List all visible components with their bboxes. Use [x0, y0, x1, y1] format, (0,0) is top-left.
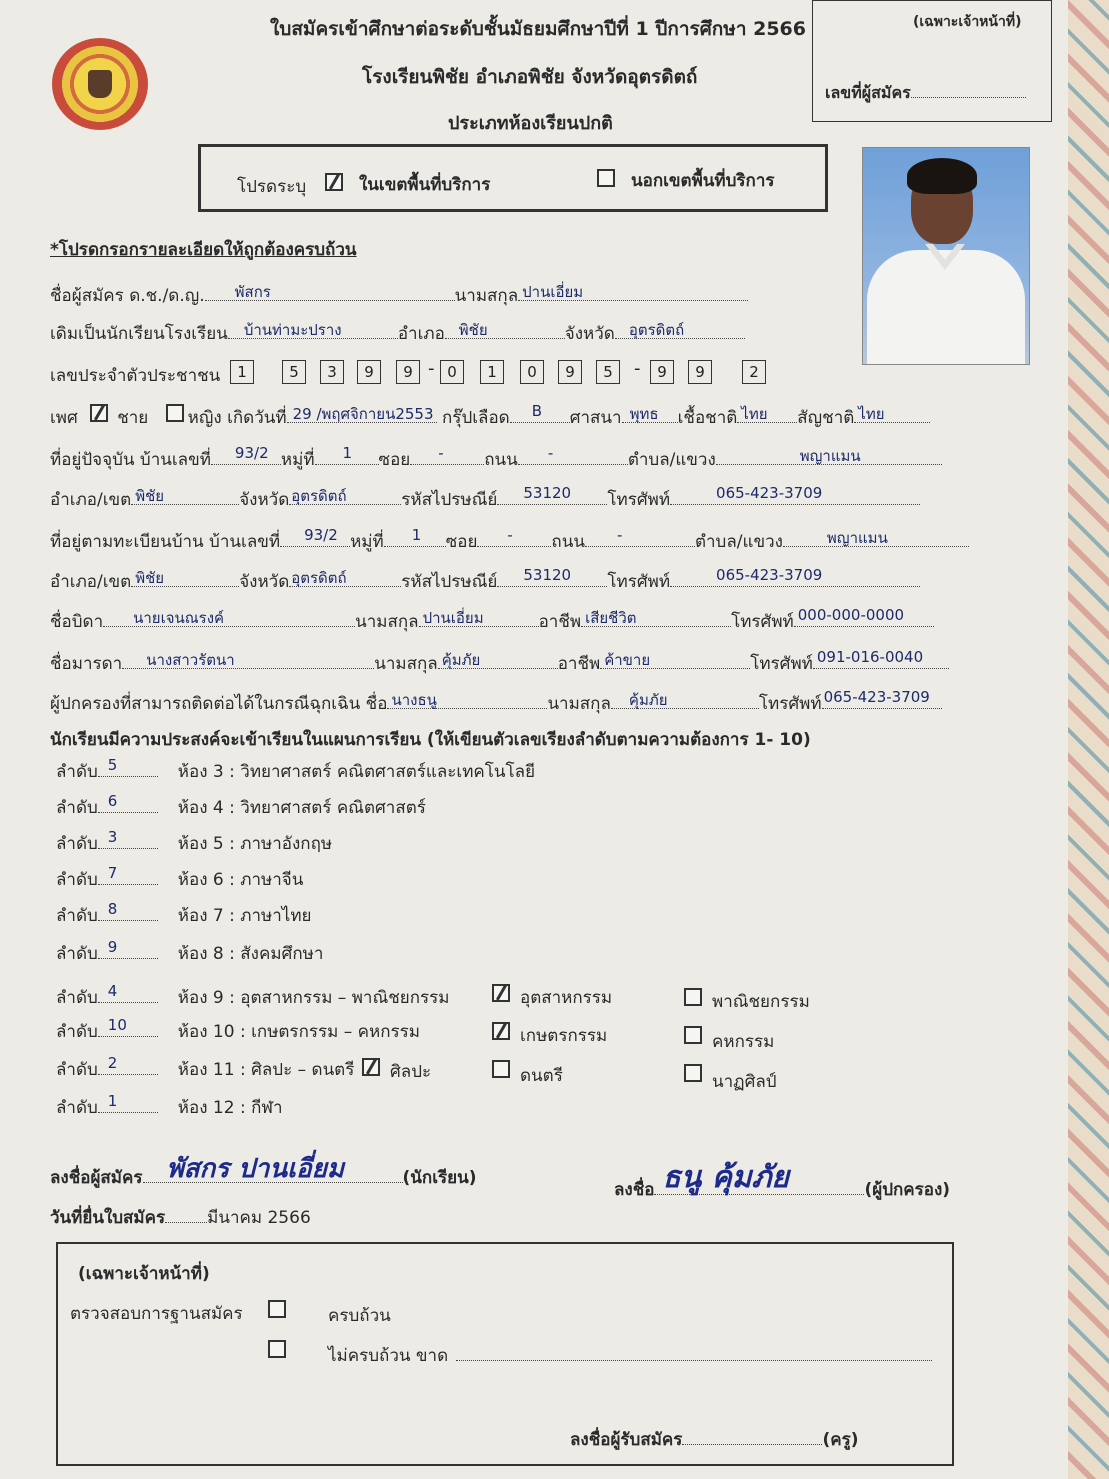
- id-digit: 9: [650, 360, 674, 384]
- service-area-box: โปรดระบุ ในเขตพื้นที่บริการ นอกเขตพื้นที่บริการ: [198, 144, 828, 212]
- applicant-no-label: เลขที่ผู้สมัคร: [825, 81, 1026, 106]
- male-checkbox[interactable]: [90, 404, 108, 422]
- plan-row: ลำดับ 4 ห้อง 9 : อุตสาหกรรม – พาณิชยกรรม: [56, 982, 450, 1008]
- id-dash: -: [428, 358, 435, 379]
- home-ec-checkbox[interactable]: [684, 1026, 702, 1044]
- prev-school-row: เดิมเป็นนักเรียนโรงเรียน บ้านท่ามะปราง อำเภอ พิชัย จังหวัด อุตรดิตถ์: [50, 320, 745, 347]
- office-number-box: (เฉพาะเจ้าหน้าที่) เลขที่ผู้สมัคร: [812, 0, 1052, 122]
- id-card-label: เลขประจำตัวประชาชน: [50, 366, 221, 386]
- plan-row: ลำดับ 1 ห้อง 12 : กีฬา: [56, 1092, 283, 1118]
- school-name: โรงเรียนพิชัย อำเภอพิชัย จังหวัดอุตรดิตถ์: [362, 66, 698, 88]
- plan-row: ลำดับ 6 ห้อง 4 : วิทยาศาสตร์ คณิตศาสตร์: [56, 792, 426, 818]
- table-cloth-background: [1068, 0, 1109, 1479]
- plan-order-value: 9: [107, 938, 118, 956]
- plan-order-value: 5: [107, 756, 118, 774]
- id-digit: 0: [520, 360, 544, 384]
- id-digit: 5: [282, 360, 306, 384]
- plan-order-value: 8: [107, 900, 118, 918]
- plan-order-value: 10: [107, 1016, 127, 1034]
- id-digit: 3: [320, 360, 344, 384]
- current-address-row: ที่อยู่ปัจจุบัน บ้านเลขที่ 93/2 หมู่ที่ 1 ซอย - ถนน - ตำบล/แขวง พญาแมน: [50, 446, 942, 473]
- plan-room-label: ห้อง 5 : ภาษาอังกฤษ: [177, 834, 333, 854]
- id-digit: 2: [742, 360, 766, 384]
- in-area-checkbox[interactable]: [325, 173, 343, 191]
- plan-order-value: 1: [107, 1092, 118, 1110]
- agri-checkbox[interactable]: [492, 1022, 510, 1040]
- incomplete-row: ไม่ครบถ้วน ขาด: [328, 1342, 932, 1369]
- gender-row: เพศ ชาย หญิง เกิดวันที่ 29 /พฤศจิกายน2553 กรุ๊ปเลือด B ศาสนา พุทธ เชื้อชาติ ไทย สัญชาติ ไทย: [50, 404, 930, 431]
- plan-room-label: ห้อง 10 : เกษตรกรรม – คหกรรม: [177, 1022, 420, 1042]
- applicant-signature-row: ลงชื่อผู้สมัคร พัสกร ปานเอี่ยม (นักเรียน): [50, 1164, 477, 1191]
- plan-row: ลำดับ 3 ห้อง 5 : ภาษาอังกฤษ: [56, 828, 333, 854]
- id-digit: 9: [688, 360, 712, 384]
- plan-order-value: 3: [107, 828, 118, 846]
- id-digit: 9: [357, 360, 381, 384]
- plan-row: ลำดับ 9 ห้อง 8 : สังคมศึกษา: [56, 938, 324, 964]
- guardian-signature-row: ลงชื่อ ธนู คุ้มภัย (ผู้ปกครอง): [614, 1176, 950, 1203]
- receiver-row: ลงชื่อผู้รับสมัคร (ครู): [570, 1430, 859, 1450]
- dance-checkbox[interactable]: [684, 1064, 702, 1082]
- plan-row: ลำดับ 10 ห้อง 10 : เกษตรกรรม – คหกรรม: [56, 1016, 420, 1042]
- current-district-row: อำเภอ/เขต พิชัย จังหวัด อุตรดิตถ์ รหัสไปรษณีย์ 53120 โทรศัพท์ 065-423-3709: [50, 486, 920, 513]
- form-title: ใบสมัครเข้าศึกษาต่อระดับชั้นมัธยมศึกษาปีที่ 1 ปีการศึกษา 2566: [270, 18, 806, 40]
- id-digit: 0: [440, 360, 464, 384]
- submit-date-row: วันที่ยื่นใบสมัคร มีนาคม 2566: [50, 1208, 311, 1228]
- plan-order-value: 2: [107, 1054, 118, 1072]
- id-digit: 5: [596, 360, 620, 384]
- plan-row: ลำดับ 2 ห้อง 11 : ศิลปะ – ดนตรี: [56, 1054, 355, 1080]
- plan-room-label: ห้อง 11 : ศิลปะ – ดนตรี: [177, 1060, 355, 1080]
- art-checkbox[interactable]: [362, 1058, 380, 1076]
- plan-room-label: ห้อง 12 : กีฬา: [177, 1098, 283, 1118]
- plan-room-label: ห้อง 9 : อุตสาหกรรม – พาณิชยกรรม: [177, 988, 450, 1008]
- plan-row: ลำดับ 5 ห้อง 3 : วิทยาศาสตร์ คณิตศาสตร์และเทคโนโลยี: [56, 756, 536, 782]
- instruction-text: *โปรดกรอกรายละเอียดให้ถูกต้องครบถ้วน: [50, 240, 357, 260]
- registered-address-row: ที่อยู่ตามทะเบียนบ้าน บ้านเลขที่ 93/2 หมู่ที่ 1 ซอย - ถนน - ตำบล/แขวง พญาแมน: [50, 528, 969, 555]
- registered-district-row: อำเภอ/เขต พิชัย จังหวัด อุตรดิตถ์ รหัสไปรษณีย์ 53120 โทรศัพท์ 065-423-3709: [50, 568, 920, 595]
- plan-room-label: ห้อง 8 : สังคมศึกษา: [177, 944, 324, 964]
- plan-room-label: ห้อง 6 : ภาษาจีน: [177, 870, 304, 890]
- plan-heading: นักเรียนมีความประสงค์จะเข้าเรียนในแผนการเรียน (ให้เขียนตัวเลขเรียงลำดับตามความต้องการ 1- 10): [50, 730, 811, 750]
- mother-row: ชื่อมารดา นางสาวรัตนา นามสกุล คุ้มภัย อาชีพ ค้าขาย โทรศัพท์ 091-016-0040: [50, 650, 949, 677]
- music-checkbox[interactable]: [492, 1060, 510, 1078]
- application-form: ใบสมัครเข้าศึกษาต่อระดับชั้นมัธยมศึกษาปีที่ 1 ปีการศึกษา 2566 โรงเรียนพิชัย อำเภอพิชัย จังหวัดอุตรดิตถ์ ประเภทห้องเรียนปกติ (เฉพาะเจ้าหน้าที่) เลขที่ผู้สมัคร โปรดระบุ ในเขตพื้นที่บริการ นอกเขตพื้นที่บริการ *โปรดกรอกรายละเอียดให้ถูกต้องครบถ้วน ชื่อผู้สมัคร ด.ช./ด.ญ. พัสกร นามสกุล ปานเอี่ยม เดิมเป็นนักเรียนโรงเรียน บ้านท่ามะปราง อำเภอ พิชัย จังหวัด อุตรดิตถ์ เลขประจำตัวประชาชน 1 5 3 9 9 0 1 0 9 5 9 9 2 - - เพศ ชาย หญิง เกิดวันที่ 29 /พฤศจิกายน2553 กรุ๊ปเลือด B ศาสนา พุทธ เชื้อชาติ ไทย สัญชาติ ไทย ที่อยู่ปัจจุบัน บ้านเลขที่ 93/2 หมู่ที่ 1 ซอย - ถนน - ตำบล/แขวง พญาแมน อำเภอ/เขต พิชัย จังหวัด อุตรดิตถ์ รหัสไปรษณีย์ 53120 โทรศัพท์ 065-423-3709 ที่อยู่ตามทะเบียนบ้าน บ้านเลขที่ 93/2 หมู่ที่ 1 ซอย - ถนน - ตำบล/แขวง พญาแมน อำเภอ/เขต พิชัย จังหวัด อุตรดิตถ์ รหัสไปรษณีย์ 53120 โทรศัพท์ 065-423-3709 ชื่อบิดา นายเจนณรงค์ นามสกุล ปานเอี่ยม อาชีพ เสียชีวิต โทรศัพท์ 000-000-0000 ชื่อมารดา นางสาวรัตนา นามสกุล คุ้มภัย อาชีพ ค้าขาย โทรศัพท์ 091-016-0040 ผู้ปกครองที่สามารถติดต่อได้ในกรณีฉุกเฉิน ชื่อ นางธนู นามสกุล คุ้มภัย โทรศัพท์ 065-423-3709 นักเรียนมีความประสงค์จะเข้าเรียนในแผนการเรียน (ให้เขียนตัวเลขเรียงลำดับตามความต้องการ 1- 10) ลำดับ 5 ห้อง 3 : วิทยาศาสตร์ คณิตศาสตร์และเทคโนโลยี ลำดับ 6 ห้อง 4 : วิทยาศาสตร์ คณิตศาสตร์ ลำดับ 3 ห้อง 5 : ภาษาอังกฤษ ลำดับ 7 ห้อง 6 : ภาษาจีน ลำดับ 8 ห้อง 7 : ภาษาไทย ลำดับ 9 ห้อง 8 : สังคมศึกษา ลำดับ 4 ห้อง 9 : อุตสาหกรรม – พาณิชยกรรม ลำดับ 10 ห้อง 10 : เกษตรกรรม – คหกรรม ลำดับ 2 ห้อง 11 : ศิลปะ – ดนตรี ลำดับ 1 ห้อง 12 : กีฬา อุตสาหกรรม พาณิชยกรรม เกษตรกรรม คหกรรม ศิลปะ ดนตรี นาฏศิลป์ ลงชื่อผู้สมัคร พัสกร ปานเอี่ยม (นักเรียน) ลงชื่อ ธนู คุ้มภัย (ผู้ปกครอง) วันที่ยื่นใบสมัคร มีนาคม 2566 (เฉพาะเจ้าหน้าที่) ตรวจสอบการฐานสมัคร ครบถ้วน ไม่ครบถ้วน ขาด ลงชื่อผู้รับสมัคร (ครู): [0, 0, 1068, 1479]
- guardian-signature: ธนู คุ้มภัย: [662, 1160, 789, 1195]
- incomplete-checkbox[interactable]: [268, 1340, 286, 1358]
- out-area-checkbox[interactable]: [597, 169, 615, 187]
- id-dash: -: [634, 358, 641, 379]
- office-use-box: (เฉพาะเจ้าหน้าที่) ตรวจสอบการฐานสมัคร ครบถ้วน ไม่ครบถ้วน ขาด ลงชื่อผู้รับสมัคร (ครู): [56, 1242, 954, 1466]
- plan-room-label: ห้อง 7 : ภาษาไทย: [177, 906, 312, 926]
- plan-order-value: 4: [107, 982, 118, 1000]
- id-digit: 9: [396, 360, 420, 384]
- school-logo-icon: [52, 38, 148, 130]
- industry-checkbox[interactable]: [492, 984, 510, 1002]
- female-checkbox[interactable]: [166, 404, 184, 422]
- id-digit: 9: [558, 360, 582, 384]
- commerce-checkbox[interactable]: [684, 988, 702, 1006]
- applicant-signature: พัสกร ปานเอี่ยม: [166, 1154, 345, 1184]
- id-digit: 1: [230, 360, 254, 384]
- plan-order-value: 6: [107, 792, 118, 810]
- applicant-photo: [862, 147, 1030, 365]
- father-row: ชื่อบิดา นายเจนณรงค์ นามสกุล ปานเอี่ยม อาชีพ เสียชีวิต โทรศัพท์ 000-000-0000: [50, 608, 934, 635]
- complete-checkbox[interactable]: [268, 1300, 286, 1318]
- plan-row: ลำดับ 8 ห้อง 7 : ภาษาไทย: [56, 900, 312, 926]
- class-type: ประเภทห้องเรียนปกติ: [448, 113, 613, 134]
- name-row: ชื่อผู้สมัคร ด.ช./ด.ญ. พัสกร นามสกุล ปานเอี่ยม: [50, 282, 748, 309]
- plan-room-label: ห้อง 3 : วิทยาศาสตร์ คณิตศาสตร์และเทคโนโลยี: [177, 762, 536, 782]
- plan-order-value: 7: [107, 864, 118, 882]
- plan-room-label: ห้อง 4 : วิทยาศาสตร์ คณิตศาสตร์: [177, 798, 426, 818]
- id-digit: 1: [480, 360, 504, 384]
- guardian-row: ผู้ปกครองที่สามารถติดต่อได้ในกรณีฉุกเฉิน ชื่อ นางธนู นามสกุล คุ้มภัย โทรศัพท์ 065-423-3709: [50, 690, 942, 717]
- plan-row: ลำดับ 7 ห้อง 6 : ภาษาจีน: [56, 864, 304, 890]
